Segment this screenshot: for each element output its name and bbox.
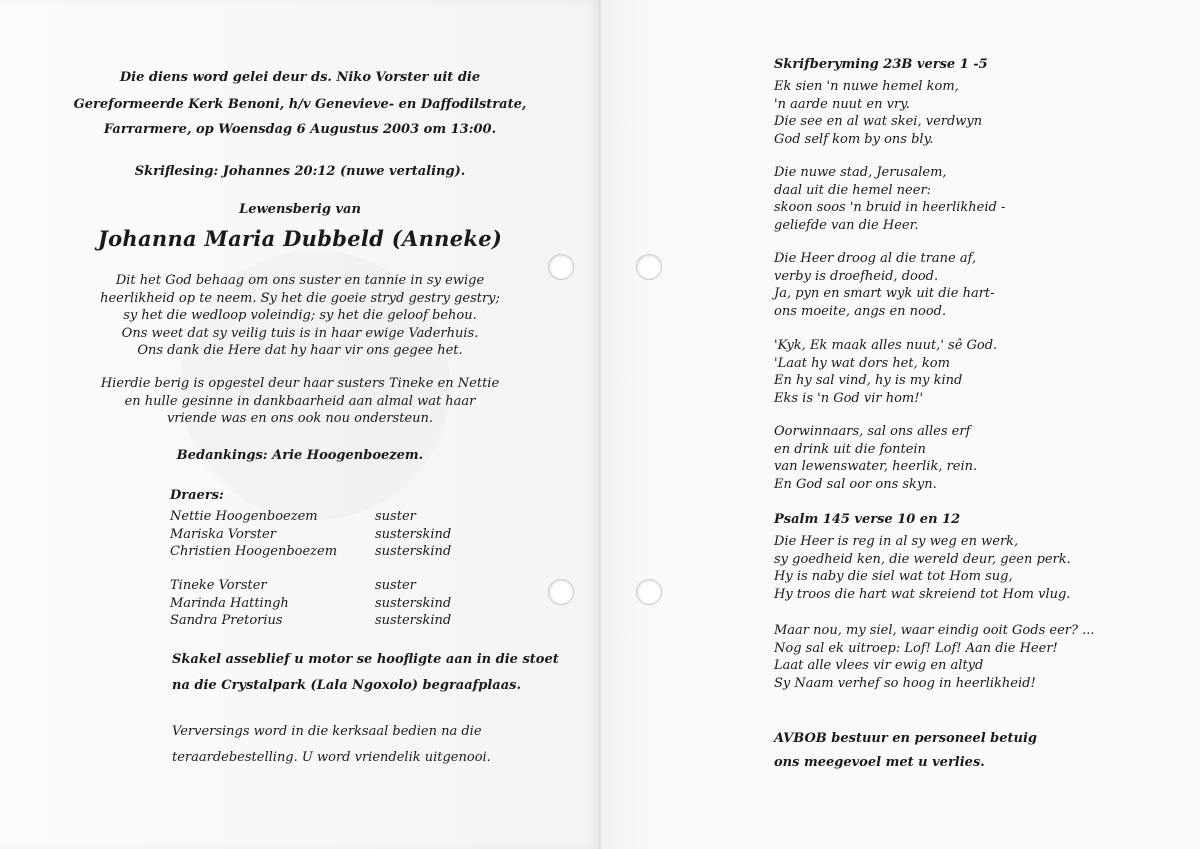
- pallbearer-row: [170, 595, 451, 613]
- hymn-line: geliefde van die Heer.: [774, 217, 919, 233]
- compiled-line: vriende was en ons ook nou ondersteun.: [166, 411, 434, 426]
- pallbearer-relation: suster: [375, 509, 416, 524]
- hymn-line: en drink uit die fontein: [774, 441, 926, 457]
- hymn-line: Eks is 'n God vir hom!': [774, 390, 924, 406]
- pallbearer-row: [170, 577, 451, 595]
- pallbearer-row: [170, 543, 451, 561]
- pallbearer-name: Tineke Vorster: [170, 578, 267, 593]
- hymn-line: Hy troos die hart wat skreiend tot Hom vlug.: [774, 586, 1071, 602]
- hymn1-stanza: [774, 337, 997, 407]
- hymn2-stanza: [774, 533, 1071, 603]
- hymn1-heading: Skrifberyming 23B verse 1 -5: [774, 57, 988, 72]
- service-line-1: Die diens word gelei deur ds. Niko Vorster uit die: [119, 70, 481, 85]
- headlights-line-2: na die Crystalpark (Lala Ngoxolo) begraafplaas.: [172, 678, 521, 693]
- pallbearer-relation: susterskind: [375, 595, 452, 611]
- tribute-line: heerlikheid op te neem. Sy het die goeie stryd gestry gestry;: [100, 290, 500, 306]
- compiled-line: en hulle gesinne in dankbaarheid aan almal wat haar: [124, 393, 476, 409]
- pallbearer-relation: susterskind: [375, 544, 452, 559]
- tribute-line: sy het die wedloop voleindig; sy het die geloof behou.: [123, 308, 477, 323]
- hymn-line: God self kom by ons bly.: [774, 131, 934, 147]
- hymn-line: skoon soos 'n bruid in heerlikheid -: [774, 200, 1006, 215]
- punch-hole: [548, 254, 574, 280]
- hymn-line: sy goedheid ken, die wereld deur, geen perk.: [774, 551, 1071, 567]
- pallbearer-name: Christien Hoogenboezem: [170, 544, 338, 559]
- refreshments-line-1: Verversings word in die kerksaal bedien na die: [172, 724, 482, 739]
- hymn-line: Sy Naam verhef so hoog in heerlikheid!: [774, 675, 1036, 691]
- punch-hole: [636, 579, 662, 605]
- hymn1-stanza: [774, 78, 982, 148]
- pallbearer-row: [170, 526, 451, 544]
- pallbearer-relation: suster: [375, 578, 416, 593]
- pallbearers-group-2: [170, 577, 451, 630]
- punch-hole: [636, 254, 662, 280]
- hymn-line: En God sal oor ons skyn.: [774, 476, 937, 492]
- pallbearer-row: [170, 612, 451, 630]
- pallbearer-name: Marinda Hattingh: [170, 595, 289, 611]
- pallbearer-row: [170, 508, 451, 526]
- hymn-line: daal uit die hemel neer:: [774, 182, 932, 198]
- pallbearer-name: Sandra Pretorius: [170, 613, 283, 628]
- hymn-line: 'Laat hy wat dors het, kom: [774, 355, 950, 371]
- hymn-line: Die see en al wat skei, verdwyn: [774, 114, 983, 129]
- hymn-line: Maar nou, my siel, waar eindig ooit Gods eer? ...: [774, 623, 1095, 638]
- hymn2-stanza: [774, 622, 1094, 692]
- biography-heading: Lewensberig van: [239, 202, 361, 217]
- tribute-line: Dit het God behaag om ons suster en tannie in sy ewige: [115, 273, 485, 288]
- hymn2-heading: Psalm 145 verse 10 en 12: [774, 512, 961, 527]
- hymn-line: Ja, pyn en smart wyk uit die hart-: [774, 286, 995, 301]
- center-fold: [598, 0, 602, 849]
- compiled-by-paragraph: [95, 375, 505, 428]
- pallbearers-heading: Draers:: [170, 488, 224, 503]
- pallbearer-name: Nettie Hoogenboezem: [170, 509, 318, 524]
- hymn1-stanza: [774, 164, 1005, 234]
- hymn-line: Die Heer is reg in al sy weg en werk,: [774, 534, 1019, 549]
- hymn-line: Ek sien 'n nuwe hemel kom,: [774, 79, 959, 94]
- condolence-line-2: ons meegevoel met u verlies.: [774, 755, 985, 770]
- refreshments-line-2: teraardebestelling. U word vriendelik uitgenooi.: [172, 750, 491, 765]
- hymn-line: Laat alle vlees vir ewig en altyd: [774, 658, 984, 673]
- hymn-line: Die nuwe stad, Jerusalem,: [774, 165, 947, 180]
- hymn-line: verby is droefheid, dood.: [774, 268, 939, 284]
- hymn-line: En hy sal vind, hy is my kind: [774, 373, 963, 388]
- tribute-paragraph: [95, 272, 505, 360]
- hymn1-stanza: [774, 250, 995, 320]
- pallbearer-name: Mariska Vorster: [170, 526, 276, 542]
- hymn1-stanza: [774, 423, 977, 493]
- hymn-line: 'n aarde nuut en vry.: [774, 96, 910, 112]
- headlights-line-1: Skakel asseblief u motor se hoofligte aan in die stoet: [172, 652, 559, 667]
- hymn-line: Oorwinnaars, sal ons alles erf: [774, 424, 971, 439]
- condolence-line-1: AVBOB bestuur en personeel betuig: [774, 731, 1038, 746]
- pallbearer-relation: susterskind: [375, 526, 452, 542]
- thanks-line: Bedankings: Arie Hoogenboezem.: [176, 448, 424, 463]
- hymn-line: 'Kyk, Ek maak alles nuut,' sê God.: [774, 338, 998, 353]
- pallbearer-relation: susterskind: [375, 613, 452, 628]
- hymn-line: Hy is naby die siel wat tot Hom sug,: [774, 569, 1013, 584]
- compiled-line: Hierdie berig is opgestel deur haar susters Tineke en Nettie: [100, 376, 500, 391]
- tribute-line: Ons weet dat sy veilig tuis is in haar ewige Vaderhuis.: [121, 325, 479, 341]
- punch-hole: [548, 579, 574, 605]
- hymn-line: ons moeite, angs en nood.: [774, 303, 947, 319]
- tribute-line: Ons dank die Here dat hy haar vir ons gegee het.: [137, 343, 463, 358]
- service-line-3: Farrarmere, op Woensdag 6 Augustus 2003 om 13:00.: [103, 122, 497, 137]
- hymn-line: van lewenswater, heerlik, rein.: [774, 459, 978, 474]
- service-line-2: Gereformeerde Kerk Benoni, h/v Genevieve- en Daffodilstrate,: [73, 97, 527, 112]
- scripture-reading: Skriflesing: Johannes 20:12 (nuwe vertaling).: [134, 164, 466, 179]
- right-page: [600, 0, 1200, 849]
- hymn-line: Nog sal ek uitroep: Lof! Lof! Aan die Heer!: [774, 640, 1058, 656]
- pallbearers-group-1: [170, 508, 451, 561]
- hymn-line: Die Heer droog al die trane af,: [774, 251, 977, 266]
- deceased-name: Johanna Maria Dubbeld (Anneke): [97, 226, 503, 251]
